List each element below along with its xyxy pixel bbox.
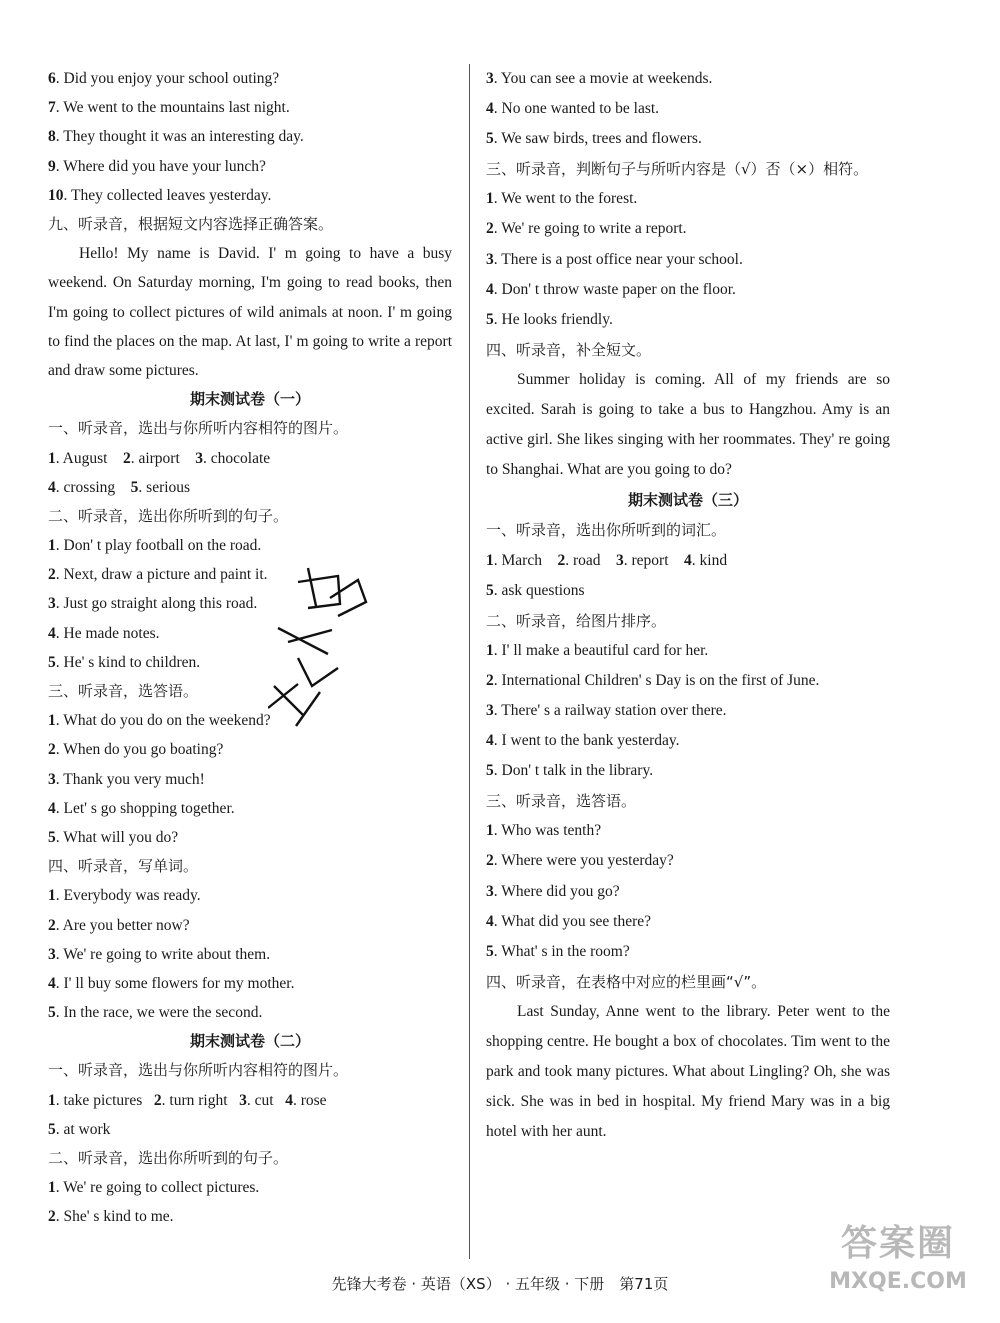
- list-item: 4. Don' t throw waste paper on the floor.: [486, 280, 736, 298]
- section-heading: 四、听录音，补全短文。: [486, 340, 652, 359]
- list-item: 4. No one wanted to be last.: [486, 100, 660, 118]
- word-row: 5. at work: [48, 1120, 111, 1138]
- list-item: 3. Where did you go?: [486, 882, 620, 900]
- list-item: 5. What' s in the room?: [486, 942, 630, 960]
- list-item: 2. International Children' s Day is on the first of June.: [486, 671, 820, 689]
- list-item: 1. We went to the forest.: [486, 190, 638, 208]
- list-item: 8. They thought it was an interesting day.: [48, 128, 304, 146]
- list-item: 5. What will you do?: [48, 828, 179, 846]
- right-column: [486, 64, 890, 1147]
- passage: Summer holiday is coming. All of my friends are so excited. Sarah is going to take a bus to Hangzhou. Amy is an active girl. She likes singing with her roommates. They' re going to Shanghai. What are you going to do?: [486, 370, 890, 479]
- list-item: 3. You can see a movie at weekends.: [486, 70, 713, 87]
- passage: Hello! My name is David. I' m going to have a busy weekend. On Saturday morning, I'm going to read books, then I'm going to collect pictures of wild animals at noon. I' m going to find the places on the map. At last, I' m going to write a report and draw some pictures.: [48, 245, 452, 379]
- section-heading: 四、听录音，在表格中对应的栏里画“√”。: [486, 972, 767, 991]
- section-heading: 九、听录音，根据短文内容选择正确答案。: [48, 214, 334, 233]
- list-item: 1. Who was tenth?: [486, 822, 602, 840]
- list-item: 2. We' re going to write a report.: [486, 220, 687, 238]
- list-item: 3. We' re going to write about them.: [48, 945, 271, 963]
- section-heading: 二、听录音，选出你所听到的句子。: [48, 506, 289, 525]
- list-item: 4. I' ll buy some flowers for my mother.: [48, 974, 295, 992]
- word-row: 1. August 2. airport 3. chocolate: [48, 449, 271, 467]
- word-row: 4. crossing 5. serious: [48, 478, 191, 496]
- section-heading: 一、听录音，选出你所听到的词汇。: [486, 521, 727, 540]
- list-item: 9. Where did you have your lunch?: [48, 157, 266, 175]
- word-row: 1. March 2. road 3. report 4. kind: [486, 551, 728, 569]
- list-item: 1. Everybody was ready.: [48, 887, 201, 905]
- watermark-text: 答案圈: [840, 1223, 955, 1264]
- word-row: 5. ask questions: [486, 581, 585, 599]
- list-item: 5. Don' t talk in the library.: [486, 762, 654, 780]
- section-heading: 三、听录音，选答语。: [48, 682, 199, 701]
- list-item: 6. Did you enjoy your school outing?: [48, 70, 280, 87]
- section-heading: 三、听录音，判断句子与所听内容是（√）否（×）相符。: [486, 160, 869, 179]
- section-heading: 一、听录音，选出与你所听内容相符的图片。: [48, 419, 349, 438]
- list-item: 1. Don' t play football on the road.: [48, 537, 262, 555]
- list-item: 2. She' s kind to me.: [48, 1208, 174, 1226]
- test-title: 期末测试卷（三）: [627, 491, 748, 510]
- items-a: [48, 64, 452, 210]
- left-column: [48, 64, 452, 1232]
- column-divider: [469, 64, 470, 1259]
- list-item: 7. We went to the mountains last night.: [48, 99, 290, 117]
- watermark-logo: [808, 1215, 988, 1315]
- section-heading: 三、听录音，选答语。: [486, 792, 637, 811]
- list-item: 1. We' re going to collect pictures.: [48, 1179, 260, 1197]
- list-item: 1. I' ll make a beautiful card for her.: [486, 641, 709, 659]
- list-item: 4. He made notes.: [48, 624, 160, 642]
- section-heading: 四、听录音，写单词。: [48, 857, 199, 876]
- list-item: 2. Next, draw a picture and paint it.: [48, 566, 268, 584]
- page-footer: 先锋大考卷 · 英语（XS） · 五年级 · 下册 第71页: [331, 1275, 669, 1293]
- list-item: 5. We saw birds, trees and flowers.: [486, 130, 702, 148]
- section-heading: 二、听录音，给图片排序。: [486, 611, 667, 630]
- list-item: 5. He looks friendly.: [486, 310, 613, 328]
- test-title: 期末测试卷（一）: [189, 390, 310, 409]
- list-item: 4. Let' s go shopping together.: [48, 799, 235, 817]
- list-item: 5. He' s kind to children.: [48, 653, 201, 671]
- list-item: 4. I went to the bank yesterday.: [486, 732, 680, 750]
- list-item: 5. In the race, we were the second.: [48, 1004, 263, 1022]
- list-item: 3. There is a post office near your school.: [486, 250, 743, 268]
- list-item: 2. Where were you yesterday?: [486, 852, 674, 870]
- list-item: 3. Just go straight along this road.: [48, 595, 258, 613]
- section-heading: 一、听录音，选出与你所听内容相符的图片。: [48, 1061, 349, 1080]
- passage: Last Sunday, Anne went to the library. Peter went to the shopping centre. He bought a box of chocolates. Tim went to the park and took many pictures. What about Lingling? Oh, she was sick. She was in bed in hospital. My friend Mary was in a big hotel with her aunt.: [486, 1002, 890, 1141]
- word-row: 1. take pictures 2. turn right 3. cut 4. rose: [48, 1091, 327, 1109]
- list-item: 3. Thank you very much!: [48, 770, 205, 788]
- test-title: 期末测试卷（二）: [189, 1032, 310, 1051]
- list-item: 1. What do you do on the weekend?: [48, 712, 271, 730]
- section-heading: 二、听录音，选出你所听到的句子。: [48, 1149, 289, 1168]
- list-item: 2. When do you go boating?: [48, 741, 224, 759]
- list-item: 3. There' s a railway station over there.: [486, 701, 727, 719]
- list-item: 4. What did you see there?: [486, 912, 651, 930]
- watermark-url: MXQE.COM: [829, 1269, 967, 1294]
- list-item: 10. They collected leaves yesterday.: [48, 186, 272, 204]
- list-item: 2. Are you better now?: [48, 916, 190, 934]
